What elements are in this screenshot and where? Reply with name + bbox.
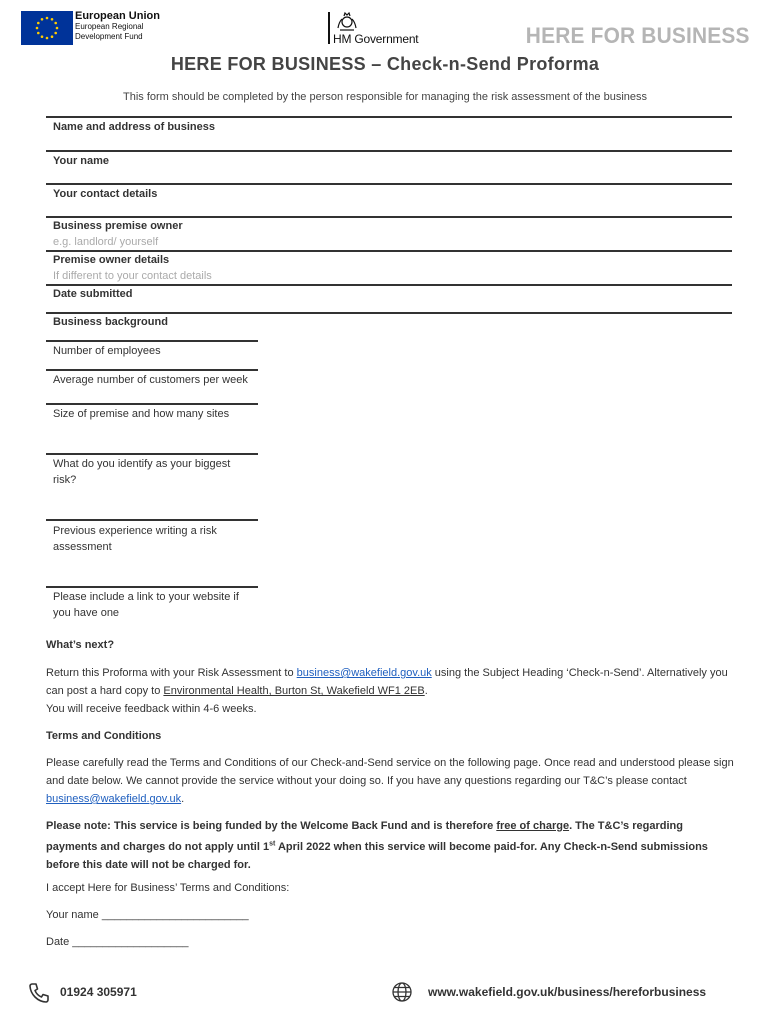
signature-name-field[interactable]: Your name ________________________	[46, 909, 249, 921]
eu-flag-logo	[21, 11, 73, 45]
question-label-premise-size: Size of premise and how many sites	[53, 408, 230, 420]
globe-icon	[391, 981, 413, 1003]
field-label-your-name: Your name	[53, 155, 110, 167]
terms-heading-text: Terms and Conditions	[46, 730, 162, 742]
question-label-risk: What do you identify as your biggest risk?	[53, 458, 231, 486]
question-line-premise-size[interactable]	[46, 453, 258, 455]
eu-title: European Union	[75, 10, 160, 22]
footer-website-link[interactable]: www.wakefield.gov.uk/business/hereforbusiness	[428, 985, 707, 999]
accept-terms-text: I accept Here for Business’ Terms and Conditions:	[46, 882, 290, 894]
whats-next-text-c: .	[424, 685, 428, 697]
question-rule-top	[46, 340, 258, 342]
terms-text-b: .	[181, 793, 185, 805]
eu-line1: European Regional	[75, 22, 144, 31]
funding-note	[46, 817, 736, 874]
note-text-a: Please note: This service is being funded by the Welcome Back Fund and is therefore	[46, 820, 497, 832]
field-line-date-submitted[interactable]	[46, 312, 732, 314]
page-title: HERE FOR BUSINESS – Check-n-Send Proforma	[170, 54, 600, 74]
email-link[interactable]: business@wakefield.gov.uk	[296, 667, 432, 679]
eu-stars-icon	[21, 11, 73, 45]
question-label-website: Please include a link to your website if you have one	[53, 591, 239, 619]
footer-phone-number[interactable]: 01924 305971	[60, 985, 137, 999]
note-text-b: . The T&C’s regarding payments and charges do not apply until 1	[46, 820, 683, 853]
note-text-c: April 2022 when this service will become paid-for. Any Check-n-Send submissions before this date will not be charged for.	[46, 840, 708, 871]
eu-line2: Development Fund	[75, 32, 143, 41]
section-label-business-background: Business background	[53, 316, 168, 328]
free-of-charge: free of charge	[496, 820, 570, 832]
terms-heading	[46, 727, 736, 745]
here-for-business-logo: HERE FOR BUSINESS	[526, 23, 750, 48]
field-label-contact: Your contact details	[53, 188, 158, 200]
eu-logo-text	[75, 10, 160, 42]
question-line-customers[interactable]	[46, 403, 258, 405]
field-line-owner-details[interactable]	[46, 284, 732, 286]
terms-text-a: Please carefully read the Terms and Conditions of our Check-and-Send service on the following page. Once read and understood please sign and date below. We cannot provide the service without your doing so. If you have any questions regarding our T&C’s please contact	[46, 757, 734, 787]
hm-government-divider	[328, 12, 330, 44]
question-line-employees[interactable]	[46, 369, 258, 371]
signature-date-field[interactable]: Date ___________________	[46, 936, 189, 948]
question-line-experience[interactable]	[46, 586, 258, 588]
terms-email-link[interactable]: business@wakefield.gov.uk	[46, 793, 182, 805]
field-label-premise-owner: Business premise owner	[53, 220, 183, 232]
field-label-date-submitted: Date submitted	[53, 288, 133, 300]
question-label-customers: Average number of customers per week	[53, 374, 248, 386]
question-line-risk[interactable]	[46, 519, 258, 521]
postal-address: Environmental Health, Burton St, Wakefield WF1 2EB	[163, 685, 425, 697]
page-subtitle: This form should be completed by the person responsible for managing the risk assessment of the business	[123, 91, 647, 103]
phone-icon	[28, 982, 50, 1004]
whats-next-heading	[46, 636, 736, 654]
field-line-contact[interactable]	[46, 216, 732, 218]
field-label-owner-details: Premise owner details	[53, 254, 170, 266]
whats-next-heading-text: What’s next?	[46, 639, 115, 651]
question-label-employees: Number of employees	[53, 345, 161, 357]
royal-crest-icon	[334, 10, 360, 32]
question-label-experience: Previous experience writing a risk assessment	[53, 525, 217, 553]
feedback-timeframe: You will receive feedback within 4-6 weeks.	[46, 703, 257, 715]
whats-next-text-a: Return this Proforma with your Risk Assessment to	[46, 667, 297, 679]
field-line-premise-owner[interactable]	[46, 250, 732, 252]
whats-next-text-b: using the Subject Heading ‘Check-n-Send’. Alternatively you can post a hard copy to	[46, 667, 728, 697]
field-rule-top	[46, 116, 732, 118]
field-hint-premise-owner: e.g. landlord/ yourself	[53, 236, 159, 248]
field-line-name-address[interactable]	[46, 150, 732, 152]
terms-paragraph	[46, 754, 736, 808]
note-sup: st	[269, 840, 276, 847]
whats-next-paragraph	[46, 664, 736, 718]
field-line-your-name[interactable]	[46, 183, 732, 185]
field-label-name-address: Name and address of business	[53, 121, 215, 133]
hm-government-label: HM Government	[333, 32, 419, 46]
field-hint-owner-details: If different to your contact details	[53, 270, 212, 282]
